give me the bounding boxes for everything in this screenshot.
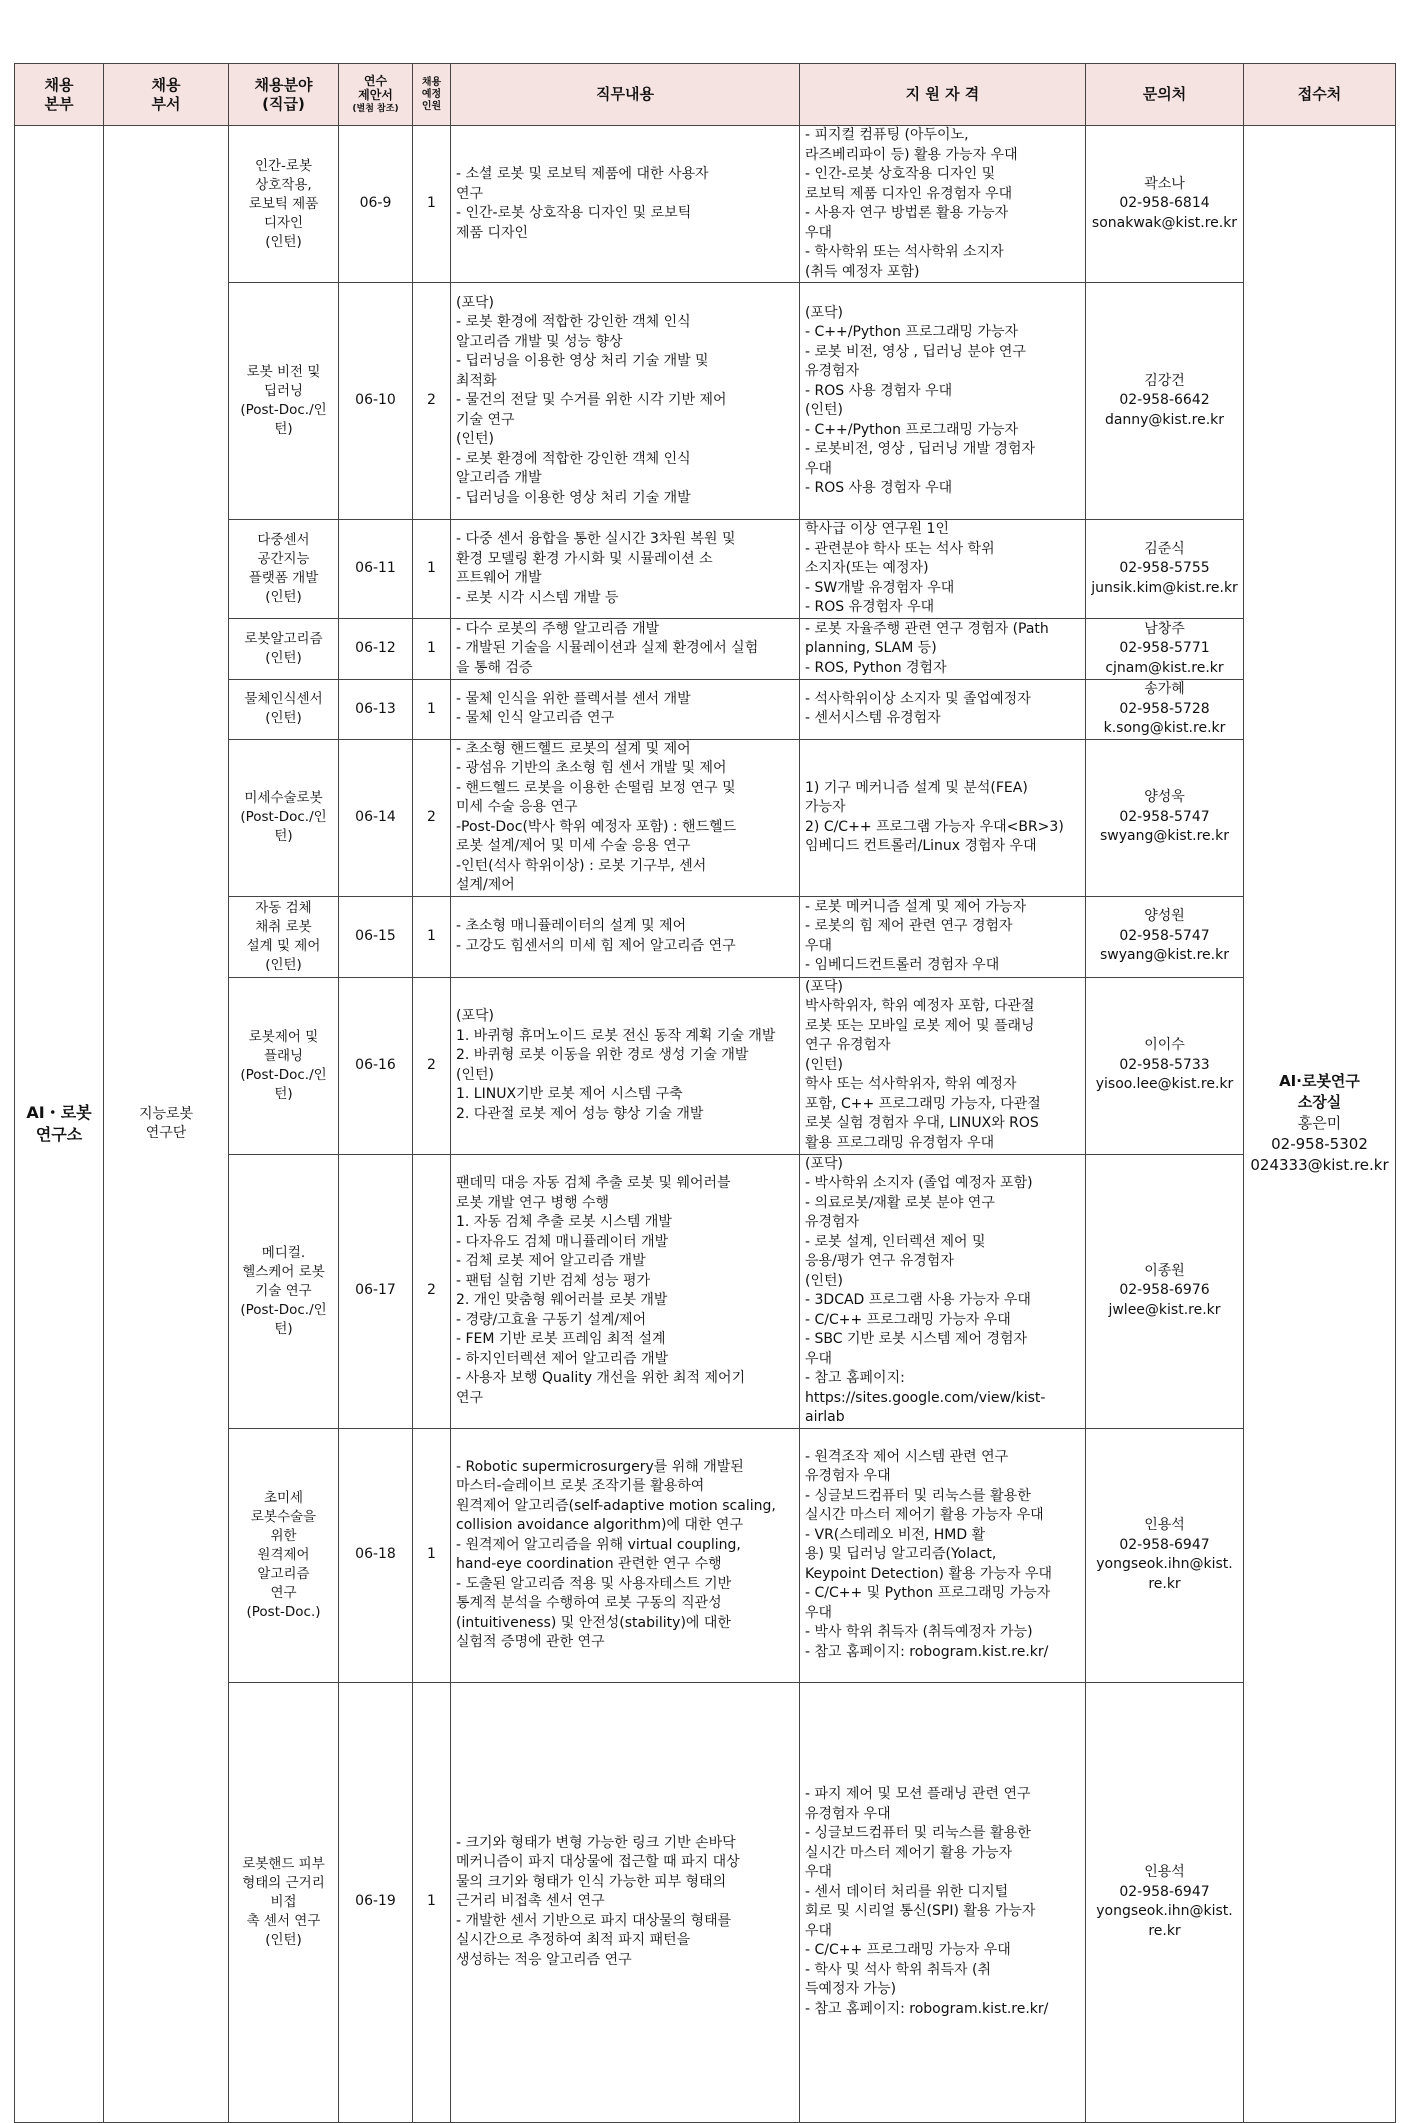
receive-cell [1244, 126, 1396, 2123]
code-cell: 06-19 [339, 1682, 413, 2122]
field-cell: 다중센서 공간지능 플랫폼 개발 (인턴) [229, 520, 339, 619]
field-cell: 로봇 비전 및 딥러닝 (Post-Doc./인턴) [229, 283, 339, 520]
count-cell: 2 [413, 739, 451, 896]
header-field: 채용분야 (직급) [229, 64, 339, 126]
field-cell: 인간-로봇 상호작용, 로보틱 제품 디자인 (인턴) [229, 126, 339, 283]
qualification-cell: - 원격조작 제어 시스템 관련 연구 유경험자 우대 - 싱글보드컴퓨터 및 리눅스를 활용한 실시간 마스터 제어기 활용 가능자 우대 - VR(스테레오 비전, HMD 활 용) 및 딥러닝 알고리즘(Yolact, Keypoint Detection) 활용 가능자 우대 - C/C++ 및 Python 프로그래밍 가능자 우대 - 박사 학위 취득자 (취득예정자 가능) - 참고 홈페이지: robogram.kist.re.kr/ [800, 1428, 1086, 1682]
header-dept: 채용 부서 [104, 64, 229, 126]
code-cell: 06-14 [339, 739, 413, 896]
code-cell: 06-17 [339, 1154, 413, 1428]
header-receive: 접수처 [1244, 64, 1396, 126]
code-cell: 06-12 [339, 619, 413, 680]
contact-cell: 곽소나 02-958-6814 sonakwak@kist.re.kr [1086, 126, 1244, 283]
count-cell: 1 [413, 680, 451, 740]
header-proposal [339, 64, 413, 126]
duty-cell: - 초소형 매니퓰레이터의 설계 및 제어 - 고강도 힘센서의 미세 힘 제어 알고리즘 연구 [451, 896, 800, 977]
contact-cell: 송가혜 02-958-5728 k.song@kist.re.kr [1086, 680, 1244, 740]
qualification-cell: (포닥) - 박사학위 소지자 (졸업 예정자 포함) - 의료로봇/재활 로봇 분야 연구 유경험자 - 로봇 설계, 인터렉션 제어 및 응용/평가 연구 유경험자 (인턴) - 3DCAD 프로그램 사용 가능자 우대 - C/C++ 프로그래밍 가능자 우대 - SBC 기반 로봇 시스템 제어 경험자 우대 - 참고 홈페이지: https://sites.google.com/view/kist-airlab [800, 1154, 1086, 1428]
qualification-cell: - 로봇 자율주행 관련 연구 경험자 (Path planning, SLAM 등) - ROS, Python 경험자 [800, 619, 1086, 680]
field-cell: 초미세 로봇수술을 위한 원격제어 알고리즘 연구 (Post-Doc.) [229, 1428, 339, 1682]
hq-cell: AI・로봇 연구소 [15, 126, 104, 2123]
contact-cell: 인용석 02-958-6947 yongseok.ihn@kist. re.kr [1086, 1682, 1244, 2122]
header-count: 채용 예정 인원 [413, 64, 451, 126]
qualification-cell: (포닥) - C++/Python 프로그래밍 가능자 - 로봇 비전, 영상 , 딥러닝 분야 연구 유경험자 - ROS 사용 경험자 우대 (인턴) - C++/Python 프로그래밍 가능자 - 로봇비전, 영상 , 딥러닝 개발 경험자 우대 - ROS 사용 경험자 우대 [800, 283, 1086, 520]
duty-cell: (포닥) - 로봇 환경에 적합한 강인한 객체 인식 알고리즘 개발 및 성능 향상 - 딥러닝을 이용한 영상 처리 기술 개발 및 최적화 - 물건의 전달 및 수거를 위한 시각 기반 제어 기술 연구 (인턴) - 로봇 환경에 적합한 강인한 객체 인식 알고리즘 개발 - 딥러닝을 이용한 영상 처리 기술 개발 [451, 283, 800, 520]
contact-cell: 김준식 02-958-5755 junsik.kim@kist.re.kr [1086, 520, 1244, 619]
duty-cell: - 크기와 형태가 변형 가능한 링크 기반 손바닥 메커니즘이 파지 대상물에 접근할 때 파지 대상 물의 크기와 형태가 인식 가능한 피부 형태의 근거리 비접촉 센서 연구 - 개발한 센서 기반으로 파지 대상물의 형태를 실시간으로 추정하여 최적 파지 패턴을 생성하는 적응 알고리즘 연구 [451, 1682, 800, 2122]
receive-line2: 소장실 [1297, 1093, 1342, 1112]
dept-cell: 지능로봇 연구단 [104, 126, 229, 2123]
count-cell: 2 [413, 1154, 451, 1428]
receive-phone: 02-958-5302 [1271, 1135, 1368, 1154]
code-cell: 06-9 [339, 126, 413, 283]
code-cell: 06-18 [339, 1428, 413, 1682]
field-cell: 자동 검체 채취 로봇 설계 및 제어 (인턴) [229, 896, 339, 977]
count-cell: 2 [413, 283, 451, 520]
qualification-cell: - 로봇 메커니즘 설계 및 제어 가능자 - 로봇의 힘 제어 관련 연구 경험자 우대 - 임베디드컨트롤러 경험자 우대 [800, 896, 1086, 977]
contact-cell: 이이수 02-958-5733 yisoo.lee@kist.re.kr [1086, 977, 1244, 1154]
header-qualification: 지 원 자 격 [800, 64, 1086, 126]
duty-cell: 팬데믹 대응 자동 검체 추출 로봇 및 웨어러블 로봇 개발 연구 병행 수행 1. 자동 검체 추출 로봇 시스템 개발 - 다자유도 검체 매니퓰레이터 개발 - 검체 로봇 제어 알고리즘 개발 - 팬텀 실험 기반 검체 성능 평가 2. 개인 맞춤형 웨어러블 로봇 개발 - 경량/고효율 구동기 설계/제어 - FEM 기반 로봇 프레임 최적 설계 - 하지인터렉션 제어 알고리즘 개발 - 사용자 보행 Quality 개선을 위한 최적 제어기 연구 [451, 1154, 800, 1428]
count-cell: 1 [413, 126, 451, 283]
duty-cell: - 소셜 로봇 및 로보틱 제품에 대한 사용자 연구 - 인간-로봇 상호작용 디자인 및 로보틱 제품 디자인 [451, 126, 800, 283]
contact-cell: 양성욱 02-958-5747 swyang@kist.re.kr [1086, 739, 1244, 896]
field-cell: 로봇제어 및 플래닝 (Post-Doc./인턴) [229, 977, 339, 1154]
duty-cell: - 다중 센서 융합을 통한 실시간 3차원 복원 및 환경 모델링 환경 가시화 및 시뮬레이션 소 프트웨어 개발 - 로봇 시각 시스템 개발 등 [451, 520, 800, 619]
count-cell: 1 [413, 896, 451, 977]
field-cell: 로봇핸드 피부 형태의 근거리 비접 촉 센서 연구 (인턴) [229, 1682, 339, 2122]
field-cell: 물체인식센서 (인턴) [229, 680, 339, 740]
qualification-cell: (포닥) 박사학위자, 학위 예정자 포함, 다관절 로봇 또는 모바일 로봇 제어 및 플래닝 연구 유경험자 (인턴) 학사 또는 석사학위자, 학위 예정자 포함, C++ 프로그래밍 가능자, 다관절 로봇 실험 경험자 우대, LINUX와 ROS 활용 프로그래밍 유경험자 우대 [800, 977, 1086, 1154]
receive-name: 홍은미 [1297, 1114, 1342, 1133]
duty-cell: - 다수 로봇의 주행 알고리즘 개발 - 개발된 기술을 시뮬레이션과 실제 환경에서 실험 을 통해 검증 [451, 619, 800, 680]
count-cell: 1 [413, 1682, 451, 2122]
contact-cell: 남창주 02-958-5771 cjnam@kist.re.kr [1086, 619, 1244, 680]
field-cell: 로봇알고리즘 (인턴) [229, 619, 339, 680]
field-cell: 메디컬. 헬스케어 로봇 기술 연구 (Post-Doc./인턴) [229, 1154, 339, 1428]
qualification-cell: 학사급 이상 연구원 1인 - 관련분야 학사 또는 석사 학위 소지자(또는 예정자) - SW개발 유경험자 우대 - ROS 유경험자 우대 [800, 520, 1086, 619]
header-contact: 문의처 [1086, 64, 1244, 126]
contact-cell: 양성원 02-958-5747 swyang@kist.re.kr [1086, 896, 1244, 977]
contact-cell: 김강건 02-958-6642 danny@kist.re.kr [1086, 283, 1244, 520]
qualification-cell: - 석사학위이상 소지자 및 졸업예정자 - 센서시스템 유경험자 [800, 680, 1086, 740]
count-cell: 2 [413, 977, 451, 1154]
duty-cell: - Robotic supermicrosurgery를 위해 개발된 마스터-슬레이브 로봇 조작기를 활용하여 원격제어 알고리즘(self-adaptive motion scaling, collision avoidance algorithm)에 대한 연구 - 원격제어 알고리즘을 위해 virtual coupling, hand-eye coordination 관련한 연구 수행 - 도출된 알고리즘 적용 및 사용자테스트 기반 통계적 분석을 수행하여 로봇 구동의 직관성 (intuitiveness) 및 안전성(stability)에 대한 실험적 증명에 관한 연구 [451, 1428, 800, 1682]
header-duty: 직무내용 [451, 64, 800, 126]
count-cell: 1 [413, 520, 451, 619]
field-cell: 미세수술로봇 (Post-Doc./인턴) [229, 739, 339, 896]
count-cell: 1 [413, 619, 451, 680]
header-proposal-sub: (별첨 참조) [352, 103, 399, 114]
recruitment-table [14, 63, 1396, 2123]
qualification-cell: - 피지컬 컴퓨팅 (아두이노, 라즈베리파이 등) 활용 가능자 우대 - 인간-로봇 상호작용 디자인 및 로보틱 제품 디자인 유경험자 우대 - 사용자 연구 방법론 활용 가능자 우대 - 학사학위 또는 석사학위 소지자 (취득 예정자 포함) [800, 126, 1086, 283]
code-cell: 06-13 [339, 680, 413, 740]
code-cell: 06-15 [339, 896, 413, 977]
table-row [15, 126, 1396, 283]
qualification-cell: 1) 기구 메커니즘 설계 및 분석(FEA) 가능자 2) C/C++ 프로그램 가능자 우대<BR>3) 임베디드 컨트롤러/Linux 경험자 우대 [800, 739, 1086, 896]
count-cell: 1 [413, 1428, 451, 1682]
code-cell: 06-11 [339, 520, 413, 619]
duty-cell: - 물체 인식을 위한 플렉서블 센서 개발 - 물체 인식 알고리즘 연구 [451, 680, 800, 740]
header-proposal-main: 연수 제안서 [358, 73, 393, 102]
qualification-cell: - 파지 제어 및 모션 플래닝 관련 연구 유경험자 우대 - 싱글보드컴퓨터 및 리눅스를 활용한 실시간 마스터 제어기 활용 가능자 우대 - 센서 데이터 처리를 위한 디지털 회로 및 시리얼 통신(SPI) 활용 가능자 우대 - C/C++ 프로그래밍 가능자 우대 - 학사 및 석사 학위 취득자 (취 득예정자 가능) - 참고 홈페이지: robogram.kist.re.kr/ [800, 1682, 1086, 2122]
duty-cell: - 초소형 핸드헬드 로봇의 설계 및 제어 - 광섬유 기반의 초소형 힘 센서 개발 및 제어 - 핸드헬드 로봇을 이용한 손떨림 보정 연구 및 미세 수술 응용 연구 -Post-Doc(박사 학위 예정자 포함) : 핸드헬드 로봇 설계/제어 및 미세 수술 응용 연구 -인턴(석사 학위이상) : 로봇 기구부, 센서 설계/제어 [451, 739, 800, 896]
header-hq: 채용 본부 [15, 64, 104, 126]
duty-cell: (포닥) 1. 바퀴형 휴머노이드 로봇 전신 동작 계획 기술 개발 2. 바퀴형 로봇 이동을 위한 경로 생성 기술 개발 (인턴) 1. LINUX기반 로봇 제어 시스템 구축 2. 다관절 로봇 제어 성능 향상 기술 개발 [451, 977, 800, 1154]
table-header-row [15, 64, 1396, 126]
code-cell: 06-16 [339, 977, 413, 1154]
code-cell: 06-10 [339, 283, 413, 520]
contact-cell: 이종원 02-958-6976 jwlee@kist.re.kr [1086, 1154, 1244, 1428]
contact-cell: 인용석 02-958-6947 yongseok.ihn@kist. re.kr [1086, 1428, 1244, 1682]
receive-line1: AI·로봇연구 [1279, 1072, 1360, 1091]
receive-email: 024333@kist.re.kr [1250, 1156, 1389, 1175]
